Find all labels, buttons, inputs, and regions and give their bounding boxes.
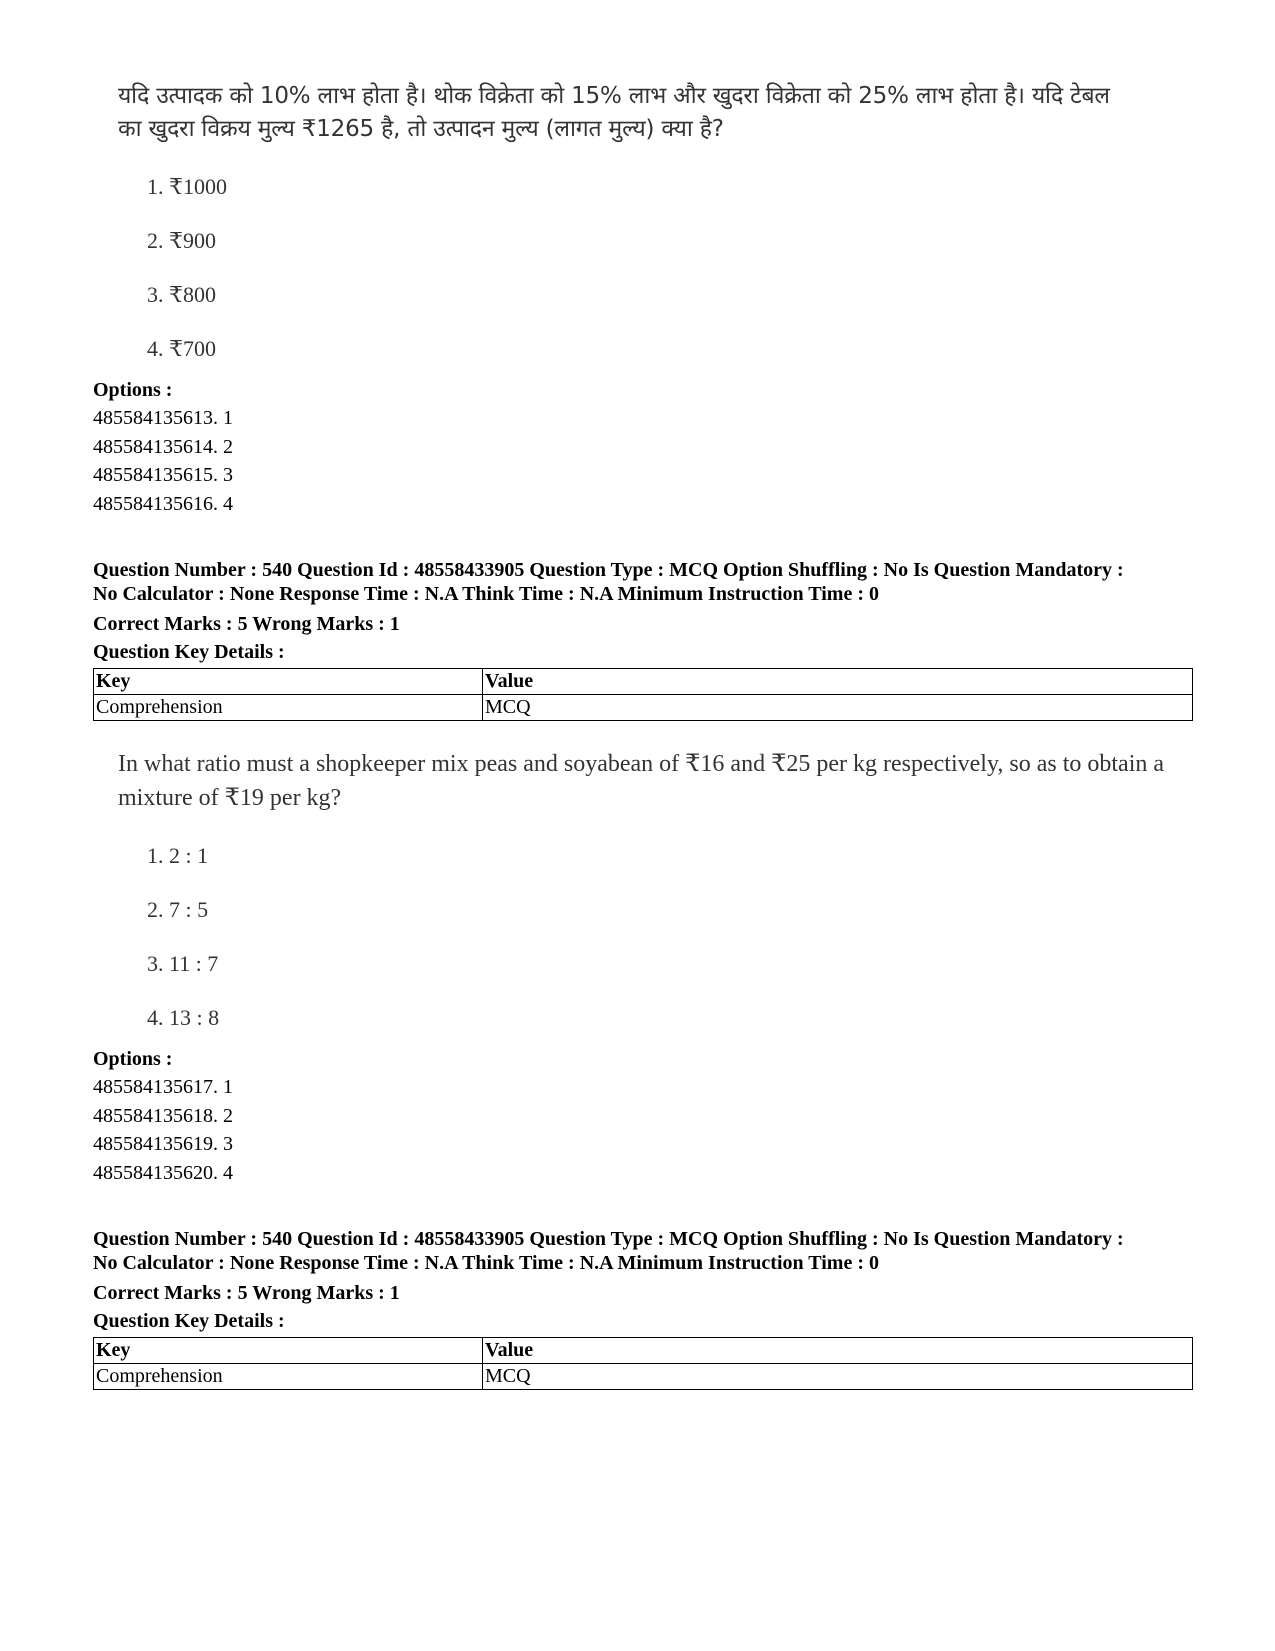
question-1-choice-3: 3. ₹800 bbox=[147, 282, 216, 307]
table-header-key: Key bbox=[94, 669, 483, 695]
table-cell-key: Comprehension bbox=[94, 695, 483, 721]
question-1-option-ids bbox=[93, 404, 1193, 518]
question-3-meta bbox=[93, 1227, 1193, 1390]
question-3-key-table bbox=[93, 1337, 1193, 1390]
question-1-option-id-4: 485584135616. 4 bbox=[93, 492, 233, 515]
question-2-option-id-1: 485584135617. 1 bbox=[93, 1076, 233, 1098]
question-2-choice-3: 3. 11 : 7 bbox=[147, 951, 219, 976]
table-cell-key: Comprehension bbox=[94, 1364, 483, 1390]
question-1-choice-1: 1. ₹1000 bbox=[147, 174, 227, 199]
table-header-value: Value bbox=[483, 1338, 1193, 1364]
table-cell-value: MCQ bbox=[483, 1364, 1193, 1390]
question-2-text-line-1: In what ratio must a shopkeeper mix peas and soyabean of ₹16 and ₹25 per kg respectively, so as to obtain a bbox=[118, 751, 1165, 777]
table-cell-value: MCQ bbox=[483, 695, 1193, 721]
table-header-value: Value bbox=[483, 669, 1193, 695]
question-3-marks: Correct Marks : 5 Wrong Marks : 1 bbox=[93, 1282, 400, 1304]
question-1-choices bbox=[93, 160, 1193, 376]
table-header-key: Key bbox=[94, 1338, 483, 1364]
question-2-option-id-4: 485584135620. 4 bbox=[93, 1161, 233, 1184]
question-2-option-id-2: 485584135618. 2 bbox=[93, 1104, 233, 1127]
question-2-choice-1: 1. 2 : 1 bbox=[147, 843, 209, 868]
question-2-key-table bbox=[93, 668, 1193, 721]
question-1-choice-4: 4. ₹700 bbox=[147, 336, 216, 361]
question-2-meta bbox=[93, 558, 1193, 721]
table-row bbox=[94, 695, 1193, 721]
question-1-choice-2: 2. ₹900 bbox=[147, 228, 216, 253]
question-2-choice-2: 2. 7 : 5 bbox=[147, 897, 209, 922]
question-2-choice-4: 4. 13 : 8 bbox=[147, 1005, 220, 1030]
document-page bbox=[93, 80, 1193, 1390]
question-2-choices bbox=[93, 829, 1193, 1045]
question-2-text bbox=[93, 747, 1193, 815]
table-header-row bbox=[94, 1338, 1193, 1364]
question-1-text-line-2: का खुदरा विक्रय मुल्य ₹1265 है, तो उत्पादन मुल्य (लागत मुल्य) क्या है? bbox=[118, 116, 724, 142]
question-1-text-line-1: यदि उत्पादक को 10% लाभ होता है। थोक विक्रेता को 15% लाभ और खुदरा विक्रेता को 25% लाभ होता है। यदि टेबल bbox=[118, 83, 1110, 109]
question-2-option-ids bbox=[93, 1073, 1193, 1187]
question-3-meta-line-2: No Calculator : None Response Time : N.A Think Time : N.A Minimum Instruction Time : 0 bbox=[93, 1252, 879, 1274]
question-2-marks: Correct Marks : 5 Wrong Marks : 1 bbox=[93, 613, 400, 635]
question-1-option-id-3: 485584135615. 3 bbox=[93, 464, 233, 486]
question-3-meta-line-1: Question Number : 540 Question Id : 48558433905 Question Type : MCQ Option Shuffling : No Is Question Mandatory : bbox=[93, 1228, 1124, 1250]
question-2-option-id-3: 485584135619. 3 bbox=[93, 1133, 233, 1155]
table-header-row bbox=[94, 669, 1193, 695]
question-2-text-line-2: mixture of ₹19 per kg? bbox=[118, 785, 342, 811]
question-2-meta-line-1: Question Number : 540 Question Id : 48558433905 Question Type : MCQ Option Shuffling : No Is Question Mandatory : bbox=[93, 559, 1124, 581]
table-row bbox=[94, 1364, 1193, 1390]
question-1-text bbox=[93, 80, 1193, 146]
question-1-option-id-2: 485584135614. 2 bbox=[93, 435, 233, 458]
question-2-key-details-label: Question Key Details : bbox=[93, 641, 285, 663]
question-1-options-label: Options : bbox=[93, 379, 173, 401]
question-1-option-id-1: 485584135613. 1 bbox=[93, 407, 233, 429]
question-2-options-label: Options : bbox=[93, 1048, 173, 1070]
question-3-key-details-label: Question Key Details : bbox=[93, 1310, 285, 1332]
question-2-meta-line-2: No Calculator : None Response Time : N.A Think Time : N.A Minimum Instruction Time : 0 bbox=[93, 583, 879, 605]
